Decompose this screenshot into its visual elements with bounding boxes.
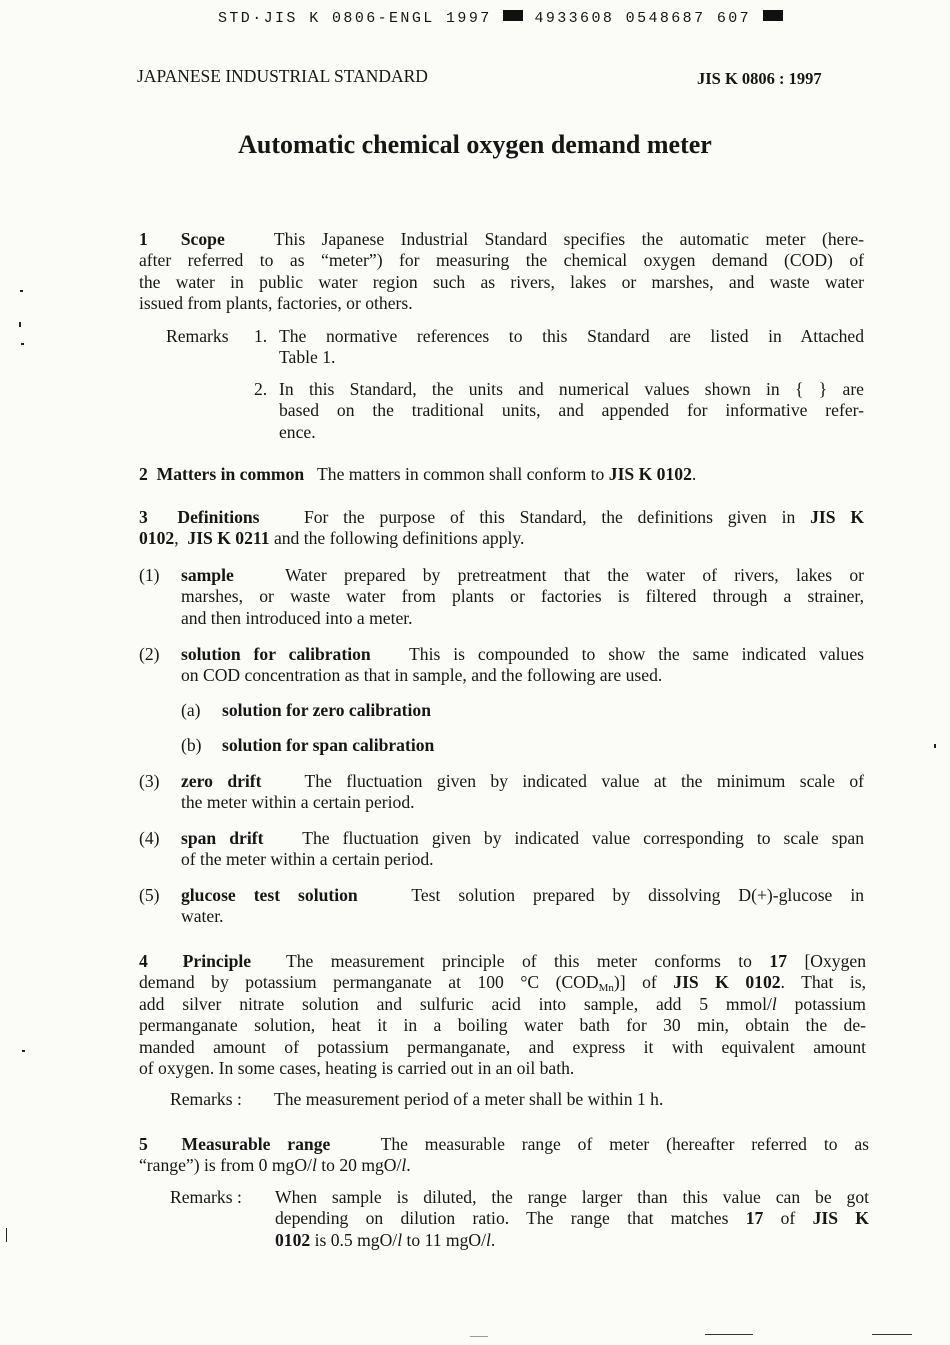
paragraph-text: The measurement principle of this meter conforms to	[285, 951, 752, 971]
paragraph-text: For the purpose of this Standard, the definitions given in	[303, 507, 796, 527]
paragraph-line: manded amount of potassium permanganate, and express it with equivalent amount	[139, 1036, 866, 1057]
subitem-number: (a)	[181, 700, 201, 720]
remark-range	[275, 1187, 869, 1251]
section-scope	[139, 229, 864, 315]
section-heading: Scope	[180, 229, 225, 249]
paragraph-line: In this Standard, the units and numerical values shown in { } are	[279, 379, 864, 399]
clause-number: 17	[769, 951, 787, 971]
definition-solution-for-calibration	[181, 644, 864, 687]
jis-reference: JIS K 0211	[187, 528, 270, 549]
remarks-label: Remarks	[166, 326, 229, 346]
section-number: 3	[139, 507, 148, 527]
paragraph-text: potassium	[776, 993, 866, 1014]
item-number: (5)	[139, 885, 160, 905]
unit-litre: l	[401, 1155, 407, 1176]
jis-reference: JIS K 0102	[673, 972, 781, 993]
paragraph-line: the meter within a certain period.	[181, 792, 415, 813]
term: span drift	[181, 828, 264, 848]
clause-number: 17	[745, 1208, 764, 1229]
section-heading: Matters in common	[156, 464, 305, 484]
paragraph-line: of the meter within a certain period.	[181, 849, 434, 870]
remarks-label: Remarks :	[170, 1187, 242, 1207]
punctuation: .	[691, 464, 697, 484]
paragraph-text: Water prepared by pretreatment that the water of rivers, lakes or	[285, 565, 864, 585]
remark-number: 1.	[254, 326, 268, 346]
subitem-number: (b)	[181, 735, 202, 755]
paragraph-line: permanganate solution, heat it in a boiling water bath for 30 min, obtain the de-	[139, 1015, 866, 1036]
section-number: 1	[139, 229, 148, 249]
unit-litre: l	[771, 993, 777, 1014]
section-heading: Measurable range	[181, 1134, 331, 1154]
jis-reference: 0102	[275, 1229, 311, 1250]
item-number: (4)	[139, 828, 160, 848]
definition-span-drift	[181, 828, 864, 871]
paragraph-line: The normative references to this Standard are listed in Attached	[279, 326, 864, 346]
subscript: Mn	[598, 982, 614, 995]
paragraph-line: on COD concentration as that in sample, and the following are used.	[181, 665, 663, 686]
item-number: (2)	[139, 644, 160, 664]
paragraph-line: marshes, or waste water from plants or factories is filtered through a strainer,	[181, 586, 864, 607]
paragraph-line: of oxygen. In some cases, heating is carried out in an oil bath.	[139, 1058, 575, 1079]
paragraph-text: add silver nitrate solution and sulfuric acid into sample, add 5 mmol/	[139, 993, 772, 1014]
paragraph-text: to 20 mgO/	[316, 1155, 402, 1176]
paragraph-line: based on the traditional units, and appended for informative refer-	[279, 400, 864, 421]
remark-text: The measurement period of a meter shall be within 1 h.	[274, 1089, 664, 1109]
remarks-label: Remarks :	[170, 1089, 242, 1109]
term: solution for calibration	[181, 644, 371, 664]
punctuation: .	[406, 1155, 411, 1176]
footer-rule	[872, 1334, 912, 1335]
paragraph-line: water.	[181, 906, 224, 927]
term: solution for span calibration	[222, 735, 435, 755]
scan-mark	[21, 343, 24, 345]
paragraph-line: the water in public water region such as rivers, lakes or marshes, and waste water	[139, 271, 864, 292]
term: solution for zero calibration	[222, 700, 431, 720]
paragraph-text: depending on dilution ratio. The range that matches	[275, 1208, 729, 1229]
paragraph-text: The matters in common shall conform to	[317, 464, 605, 484]
footer-rule	[470, 1336, 488, 1337]
definition-glucose-test-solution	[181, 885, 864, 928]
paragraph-text: )] of	[613, 972, 657, 993]
punctuation: ,	[174, 528, 179, 549]
paragraph-text: The measurable range of meter (hereafter referred to as	[380, 1134, 870, 1154]
unit-litre: l	[486, 1229, 491, 1250]
standard-number: JIS K 0806 : 1997	[697, 69, 822, 88]
paragraph-text: . That is,	[780, 972, 866, 993]
paragraph-line: When sample is diluted, the range larger than this value can be got	[275, 1187, 869, 1207]
paragraph-line: Table 1.	[279, 347, 336, 368]
paragraph-text: This is compounded to show the same indicated values	[409, 644, 864, 664]
paragraph-line: and then introduced into a meter.	[181, 607, 413, 628]
punctuation: .	[490, 1229, 496, 1250]
section-principle	[139, 951, 866, 1079]
remark-2	[279, 379, 864, 443]
item-number: (3)	[139, 771, 160, 791]
term: glucose test solution	[181, 885, 358, 905]
barcode-number: 4933608 0548687 607	[534, 10, 752, 27]
paragraph-text: Test solution prepared by dissolving D(+)-glucose in	[411, 885, 865, 905]
remark-1	[279, 326, 864, 369]
term: zero drift	[181, 771, 262, 791]
barcode-block	[503, 10, 523, 21]
barcode-block	[763, 10, 783, 21]
scan-mark	[6, 1228, 7, 1242]
jis-reference: 0102	[139, 528, 175, 549]
unit-litre: l	[397, 1229, 403, 1250]
section-number: 5	[139, 1134, 148, 1154]
paragraph-text: “range”) is from 0 mgO/	[139, 1155, 312, 1176]
scan-mark	[20, 290, 23, 292]
scan-mark	[22, 1050, 25, 1052]
scan-mark	[934, 744, 936, 748]
paragraph-line: This Japanese Industrial Standard specifies the automatic meter (here-	[273, 229, 864, 249]
paragraph-text: The fluctuation given by indicated value at the minimum scale of	[304, 771, 864, 791]
paragraph-text: is 0.5 mgO/	[314, 1229, 398, 1250]
term: sample	[181, 565, 234, 585]
section-definitions	[139, 507, 864, 550]
section-common	[139, 464, 864, 485]
page-title: Automatic chemical oxygen demand meter	[238, 130, 712, 159]
jis-reference: JIS K	[810, 507, 865, 527]
paragraph-text: demand by potassium permanganate at 100 °C (COD	[139, 972, 599, 993]
paragraph-text: of	[780, 1208, 796, 1229]
definition-sample	[181, 565, 864, 629]
section-number: 2	[139, 464, 148, 484]
section-heading: Principle	[182, 951, 252, 971]
footer-rule	[705, 1334, 753, 1335]
section-measurable-range	[139, 1134, 869, 1177]
paragraph-text: [Oxygen	[804, 951, 866, 971]
standard-label: JAPANESE INDUSTRIAL STANDARD	[137, 66, 428, 86]
jis-reference: JIS K 0102	[608, 464, 692, 484]
section-number: 4	[139, 951, 148, 971]
item-number: (1)	[139, 565, 160, 585]
definition-zero-drift	[181, 771, 864, 814]
paragraph-line: after referred to as “meter”) for measuring the chemical oxygen demand (COD) of	[139, 250, 864, 271]
paragraph-text: to 11 mgO/	[402, 1229, 486, 1250]
document-id: STD·JIS K 0806-ENGL 1997	[218, 10, 492, 27]
paragraph-text: and the following definitions apply.	[273, 528, 525, 549]
scan-mark	[19, 322, 21, 327]
section-heading: Definitions	[177, 507, 260, 527]
paragraph-line: issued from plants, factories, or others.	[139, 293, 413, 314]
paragraph-text: The fluctuation given by indicated value corresponding to scale span	[302, 828, 864, 848]
jis-reference: JIS K	[812, 1208, 869, 1229]
unit-litre: l	[311, 1155, 317, 1176]
document-id-line	[218, 10, 783, 27]
remark-number: 2.	[254, 379, 268, 399]
paragraph-line: ence.	[279, 421, 316, 442]
